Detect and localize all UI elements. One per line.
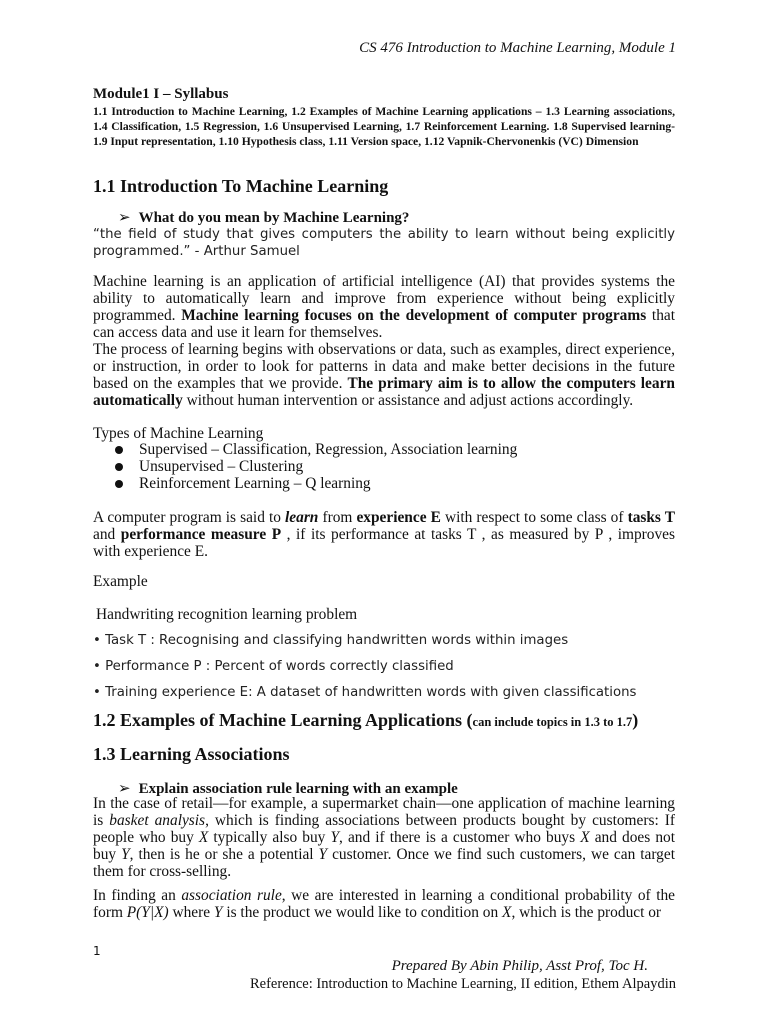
syllabus-body: 1.1 Introduction to Machine Learning, 1.2 Examples of Machine Learning applications – 1.3 Learning associations, 1.4 Classification, 1.5 Regression, 1.6 Unsupervised Learning, 1.7 Reinforcement Learning. 1.8 Supervised learning- 1.9 Input representation, 1.10 Hypothesis class, 1.11 Version space, 1.12 Vapnik-Chervonenkis (VC) Dimension: [93, 105, 675, 149]
task-line: • Task T : Recognising and classifying handwritten words within images: [93, 633, 569, 648]
formal-definition-paragraph: A computer program is said to learn from experience E with respect to some class of tasks T and performance measure P , if its performance at tasks T , as measured by P , improves with experience E.: [93, 509, 675, 560]
list-item: Supervised – Classification, Regression, Association learning: [139, 441, 517, 458]
question-association-text: Explain association rule learning with an example: [138, 781, 458, 797]
performance-line: • Performance P : Percent of words correctly classified: [93, 659, 454, 674]
ml-definition-paragraph: Machine learning is an application of artificial intelligence (AI) that provides systems the ability to automatically learn and improve from experience without being explicitly programmed. Machine learning focuses on the development of computer programs that can access data and use it learn for themselves.: [93, 273, 676, 341]
bullet-icon: [115, 463, 123, 471]
section-1-1-heading: 1.1 Introduction To Machine Learning: [93, 176, 389, 196]
bullet-icon: [115, 480, 123, 488]
example-label: Example: [93, 573, 148, 590]
types-list: [93, 441, 517, 492]
training-line: • Training experience E: A dataset of handwritten words with given classifications: [93, 685, 637, 700]
question-ml-text: What do you mean by Machine Learning?: [138, 210, 410, 226]
running-header: CS 476 Introduction to Machine Learning, Module 1: [359, 40, 676, 56]
bullet-icon: [115, 446, 123, 454]
arrow-bullet-icon: ➢: [118, 781, 131, 797]
example-title: Handwriting recognition learning problem: [96, 606, 358, 623]
section-1-3-heading: 1.3 Learning Associations: [93, 744, 290, 764]
reference-line: Reference: Introduction to Machine Learning, II edition, Ethem Alpaydin: [249, 976, 676, 992]
association-paragraph: In the case of retail—for example, a supermarket chain—one application of machine learning is basket analysis, which is finding associations between products bought by customers: If people who buy X typically also buy Y, and if there is a customer who buys X and does not buy Y, then is he or she a potential Y customer. Once we find such customers, we can target them for cross-selling.: [93, 795, 675, 880]
samuel-quote: “the field of study that gives computers the ability to learn without being explicitly programmed.” - Arthur Samuel: [93, 227, 675, 259]
section-1-2-note: can include topics in 1.3 to 1.7: [472, 715, 633, 729]
list-item: Unsupervised – Clustering: [139, 458, 517, 475]
types-label: Types of Machine Learning: [93, 425, 264, 442]
prepared-by: Prepared By Abin Philip, Asst Prof, Toc H.: [391, 958, 648, 974]
syllabus-title: Module1 I – Syllabus: [93, 86, 229, 102]
question-ml: [118, 208, 409, 227]
page-number: 1: [93, 944, 101, 958]
association-rule-paragraph: In finding an association rule, we are interested in learning a conditional probability of the form P(Y|X) where Y is the product we would like to condition on X, which is the product or: [93, 887, 675, 921]
section-1-2-heading: 1.2 Examples of Machine Learning Applications (can include topics in 1.3 to 1.7): [93, 710, 639, 730]
arrow-bullet-icon: ➢: [118, 210, 131, 226]
learning-process-paragraph: The process of learning begins with observations or data, such as examples, direct experience, or instruction, in order to look for patterns in data and make better decisions in the future based on the examples that we provide. The primary aim is to allow the computers learn automatically without human intervention or assistance and adjust actions accordingly.: [93, 341, 675, 409]
list-item: Reinforcement Learning – Q learning: [139, 475, 517, 492]
